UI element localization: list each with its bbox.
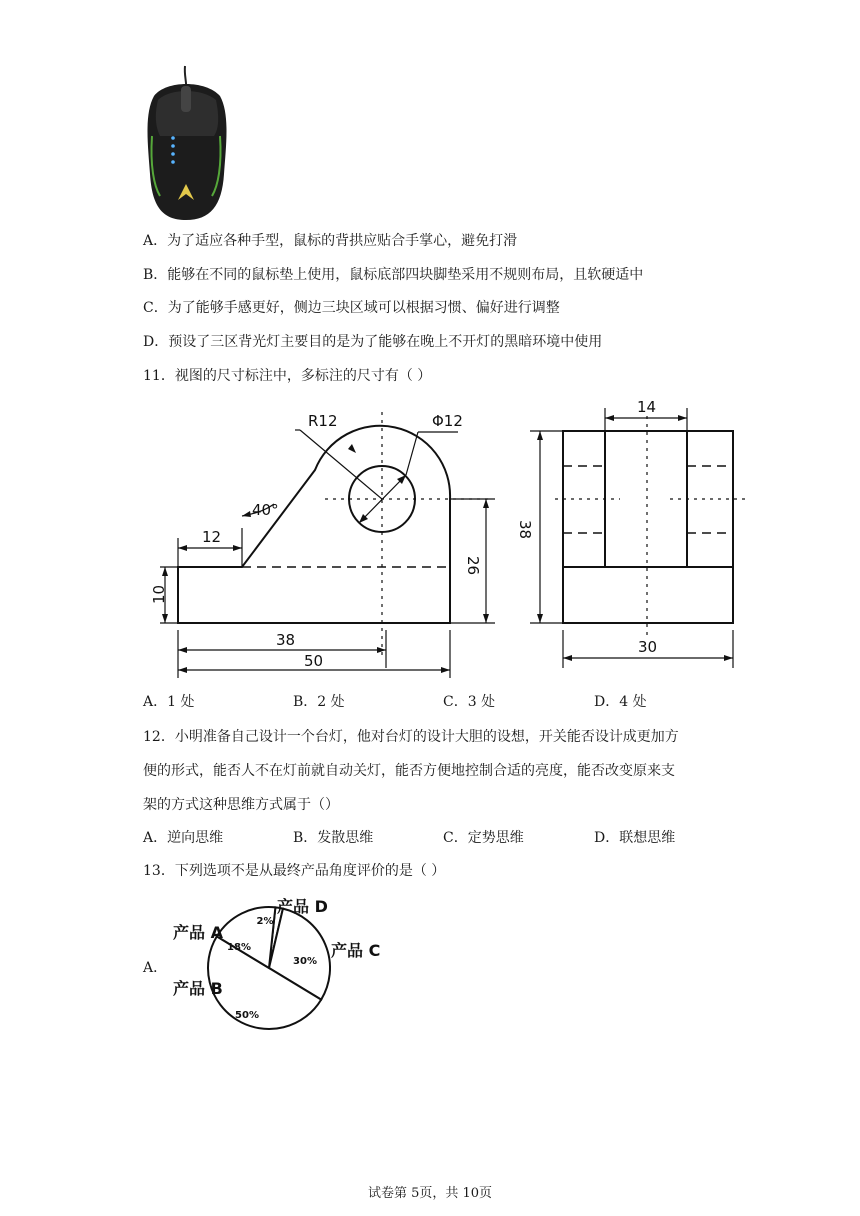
pie-value-label: 30% [293,956,317,967]
q13-stem: 13．下列选项不是从最终产品角度评价的是（ ） [143,863,446,879]
pie-chart [165,890,395,1040]
dim-30: 30 [638,638,658,656]
q10-option-d: D．预设了三区背光灯主要目的是为了能够在晚上不开灯的黑暗环境中使用 [143,334,603,350]
q12-option-b: B．发散思维 [293,830,374,846]
q11-stem: 11．视图的尺寸标注中，多标注的尺寸有（ ） [143,368,432,384]
dim-38: 38 [276,631,296,649]
pie-category-label: 产品 C [331,941,381,960]
pie-category-label: 产品 B [173,979,223,998]
q12-option-c: C．定势思维 [443,830,524,846]
dim-14: 14 [637,398,657,416]
pie-value-label: 2% [256,916,274,927]
q11-option-c: C．3 处 [443,694,496,710]
dim-12: 12 [202,528,222,546]
dim-50: 50 [304,652,324,670]
q11-option-b: B．2 处 [293,694,345,710]
q10-option-b: B．能够在不同的鼠标垫上使用，鼠标底部四块脚垫采用不规则布局，且软硬适中 [143,267,644,283]
pie-value-label: 50% [235,1010,259,1021]
dim-38-side: 38 [516,520,534,540]
q12-option-a: A．逆向思维 [143,830,224,846]
q11-option-d: D．4 处 [594,694,647,710]
dim-10: 10 [150,584,168,604]
dim-phi12: Φ12 [432,412,463,430]
dim-angle: 40° [252,501,279,519]
q12-stem-line-2: 便的形式，能否人不在灯前就自动关灯，能否方便地控制合适的亮度，能否改变原来支 [143,763,675,779]
q13-option-a-label: A． [143,960,168,976]
pie-category-label: 产品 D [277,897,328,916]
dim-26: 26 [464,556,482,576]
mouse-image [140,66,232,224]
pie-value-label: 18% [227,942,251,953]
page-footer: 试卷第 5页，共 10页 [367,1186,493,1201]
pie-category-label: 产品 A [173,923,223,942]
q12-stem-line-3: 架的方式这种思维方式属于（） [143,797,339,813]
q10-option-c: C．为了能够手感更好，侧边三块区域可以根据习惯、偏好进行调整 [143,300,560,316]
q12-stem-line-1: 12．小明准备自己设计一个台灯，他对台灯的设计大胆的设想，开关能否设计成更加方 [143,729,679,745]
dim-r12: R12 [308,412,338,430]
q10-option-a: A．为了适应各种手型，鼠标的背拱应贴合手掌心，避免打滑 [143,233,518,249]
q11-option-a: A．1 处 [143,694,195,710]
three-view-drawing [150,398,770,688]
q12-option-d: D．联想思维 [594,830,676,846]
